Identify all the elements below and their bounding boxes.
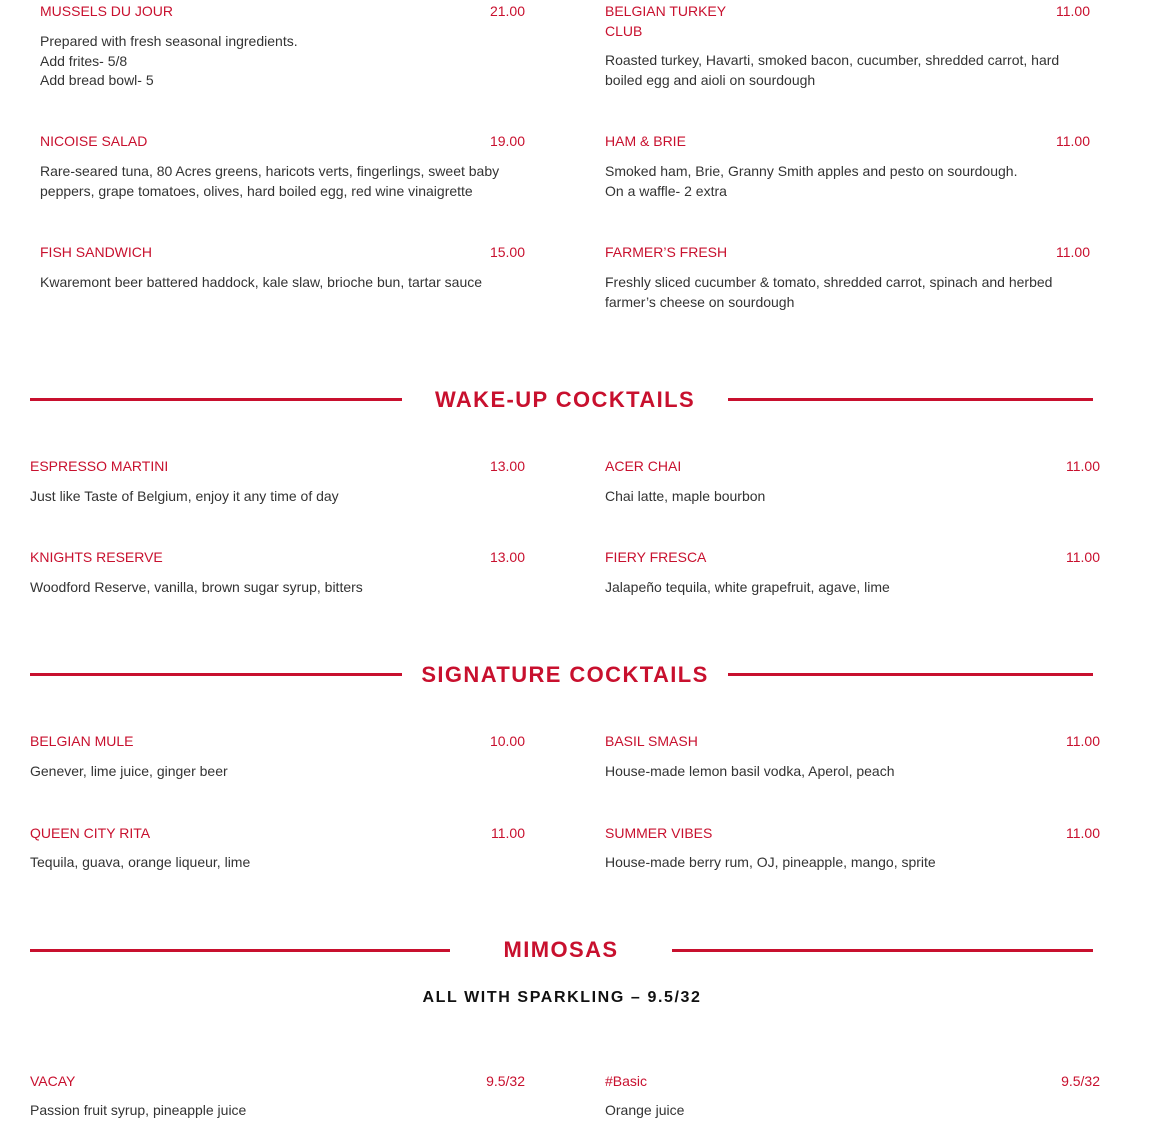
item-price: 19.00 bbox=[489, 133, 525, 149]
item-name: ACER CHAI bbox=[605, 458, 682, 474]
item-description: Freshly sliced cucumber & tomato, shredded carrot, spinach and herbed farmer’s cheese on sourdough bbox=[605, 274, 1053, 310]
item-description: Smoked ham, Brie, Granny Smith apples and pesto on sourdough. On a waffle- 2 extra bbox=[605, 163, 1018, 199]
item-price: 13.00 bbox=[489, 549, 525, 565]
heading-rule-right bbox=[728, 673, 1093, 676]
item-name: HAM & BRIE bbox=[605, 133, 686, 149]
item-price: 21.00 bbox=[489, 3, 525, 19]
item-price: 13.00 bbox=[489, 458, 525, 474]
item-price: 11.00 bbox=[1056, 3, 1090, 19]
item-name: KNIGHTS RESERVE bbox=[30, 549, 163, 565]
item-name: FIERY FRESCA bbox=[605, 549, 707, 565]
item-description: Passion fruit syrup, pineapple juice bbox=[30, 1102, 247, 1118]
item-price: 11.00 bbox=[1056, 244, 1090, 260]
heading-rule-left bbox=[30, 673, 402, 676]
item-price: 9.5/32 bbox=[486, 1073, 525, 1089]
item-description: Chai latte, maple bourbon bbox=[605, 488, 766, 504]
item-description: House-made berry rum, OJ, pineapple, mango, sprite bbox=[605, 854, 936, 870]
item-description: Roasted turkey, Havarti, smoked bacon, cucumber, shredded carrot, hard boiled egg and aioli on sourdough bbox=[605, 52, 1060, 88]
item-description: House-made lemon basil vodka, Aperol, peach bbox=[605, 763, 895, 779]
item-price: 10.00 bbox=[489, 733, 525, 749]
item-price: 9.5/32 bbox=[1061, 1073, 1100, 1089]
heading-rule-left bbox=[30, 398, 402, 401]
item-name: FISH SANDWICH bbox=[40, 244, 152, 260]
item-description: Jalapeño tequila, white grapefruit, agave, lime bbox=[605, 579, 890, 595]
section-heading: MIMOSAS bbox=[503, 937, 619, 962]
item-name: VACAY bbox=[30, 1073, 76, 1089]
section-subheading: ALL WITH SPARKLING – 9.5/32 bbox=[422, 989, 702, 1006]
section-heading: SIGNATURE COCKTAILS bbox=[421, 662, 709, 687]
section-heading: WAKE-UP COCKTAILS bbox=[434, 387, 696, 412]
heading-rule-left bbox=[30, 949, 450, 952]
item-description: Genever, lime juice, ginger beer bbox=[30, 763, 228, 779]
item-name: QUEEN CITY RITA bbox=[30, 825, 151, 841]
item-name: BELGIAN TURKEY CLUB bbox=[605, 3, 726, 39]
item-price: 11.00 bbox=[1066, 733, 1100, 749]
item-description: Tequila, guava, orange liqueur, lime bbox=[30, 854, 251, 870]
item-description: Rare-seared tuna, 80 Acres greens, haricots verts, fingerlings, sweet baby peppers, grape tomatoes, olives, hard boiled egg, red wine vinaigrette bbox=[40, 163, 500, 199]
item-description: Prepared with fresh seasonal ingredients. Add frites- 5/8 Add bread bowl- 5 bbox=[40, 33, 298, 88]
item-name: MUSSELS DU JOUR bbox=[40, 3, 174, 19]
item-price: 15.00 bbox=[489, 244, 525, 260]
item-name: FARMER’S FRESH bbox=[605, 244, 728, 260]
item-name: SUMMER VIBES bbox=[605, 825, 713, 841]
heading-rule-right bbox=[728, 398, 1093, 401]
item-name: #Basic bbox=[605, 1073, 648, 1089]
item-name: BASIL SMASH bbox=[605, 733, 698, 749]
item-name: NICOISE SALAD bbox=[40, 133, 148, 149]
item-price: 11.00 bbox=[1066, 825, 1100, 841]
item-price: 11.00 bbox=[1056, 133, 1090, 149]
item-price: 11.00 bbox=[491, 825, 525, 841]
item-price: 11.00 bbox=[1066, 458, 1100, 474]
item-description: Orange juice bbox=[605, 1102, 685, 1118]
item-price: 11.00 bbox=[1066, 549, 1100, 565]
item-description: Just like Taste of Belgium, enjoy it any time of day bbox=[30, 488, 339, 504]
item-description: Woodford Reserve, vanilla, brown sugar syrup, bitters bbox=[30, 579, 363, 595]
item-description: Kwaremont beer battered haddock, kale slaw, brioche bun, tartar sauce bbox=[40, 274, 483, 290]
heading-rule-right bbox=[672, 949, 1093, 952]
item-name: BELGIAN MULE bbox=[30, 733, 134, 749]
item-name: ESPRESSO MARTINI bbox=[30, 458, 169, 474]
